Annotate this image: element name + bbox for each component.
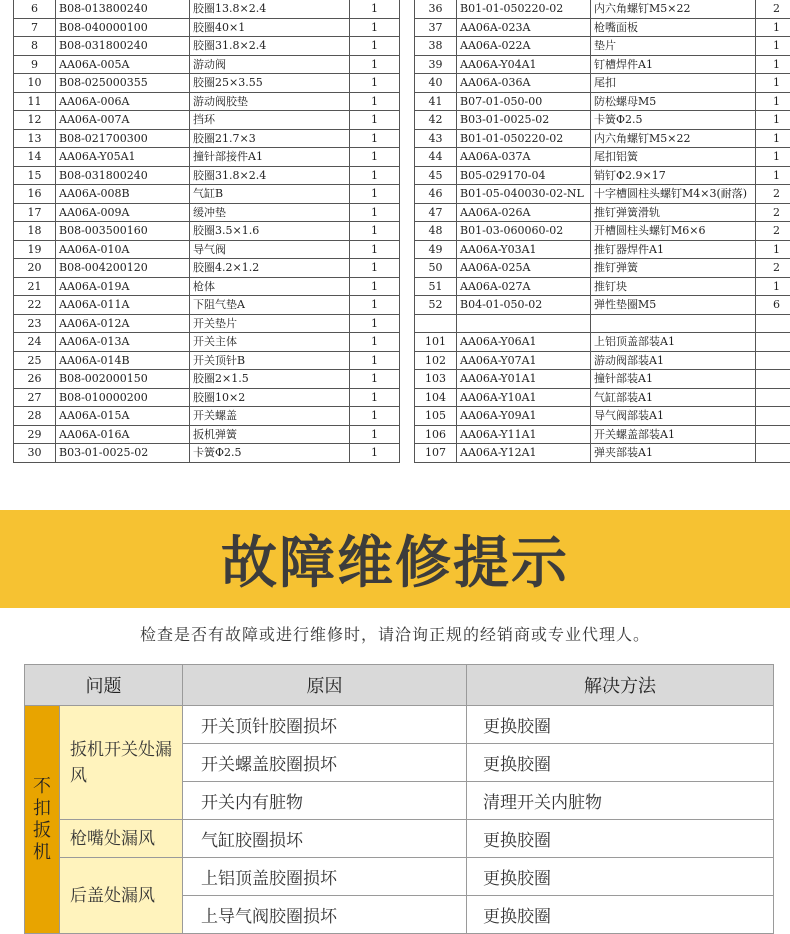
- part-qty-cell: 1: [350, 370, 400, 389]
- part-code-cell: B08-003500160: [56, 222, 190, 241]
- part-name-cell: 挡环: [190, 111, 350, 130]
- part-number-cell: 17: [14, 203, 56, 222]
- column-gap: [400, 148, 415, 167]
- part-name-cell: 开关主体: [190, 333, 350, 352]
- part-name-cell: 弹夹部装A1: [591, 444, 756, 463]
- part-number-cell: 40: [415, 74, 457, 93]
- part-number-cell: 8: [14, 37, 56, 56]
- part-code-cell: B08-031800240: [56, 166, 190, 185]
- part-code-cell: AA06A-Y09A1: [457, 407, 591, 426]
- column-gap: [400, 277, 415, 296]
- part-number-cell: 26: [14, 370, 56, 389]
- part-number-cell: 6: [14, 0, 56, 18]
- part-code-cell: B07-01-050-00: [457, 92, 591, 111]
- part-name-cell: 胶圈3.5×1.6: [190, 222, 350, 241]
- part-code-cell: AA06A-Y06A1: [457, 333, 591, 352]
- column-gap: [400, 333, 415, 352]
- part-name-cell: 钉槽焊件A1: [591, 55, 756, 74]
- part-number-cell: 7: [14, 18, 56, 37]
- part-number-cell: 39: [415, 55, 457, 74]
- part-qty-cell: 1: [350, 111, 400, 130]
- part-name-cell: 游动阀: [190, 55, 350, 74]
- table-row: [14, 351, 790, 370]
- part-qty-cell: 1: [756, 37, 790, 56]
- part-code-cell: AA06A-009A: [56, 203, 190, 222]
- part-qty-cell: 2: [756, 0, 790, 18]
- part-code-cell: AA06A-019A: [56, 277, 190, 296]
- table-row: [14, 92, 790, 111]
- part-qty-cell: 1: [756, 74, 790, 93]
- part-qty-cell: 2: [756, 185, 790, 204]
- part-number-cell: 51: [415, 277, 457, 296]
- part-code-cell: AA06A-012A: [56, 314, 190, 333]
- part-number-cell: 19: [14, 240, 56, 259]
- part-number-cell: 50: [415, 259, 457, 278]
- part-number-cell: 28: [14, 407, 56, 426]
- part-qty-cell: 2: [756, 203, 790, 222]
- part-name-cell: 扳机弹簧: [190, 425, 350, 444]
- part-number-cell: 102: [415, 351, 457, 370]
- part-code-cell: AA06A-008B: [56, 185, 190, 204]
- part-number-cell: 20: [14, 259, 56, 278]
- part-name-cell: 开关螺盖部装A1: [591, 425, 756, 444]
- part-number-cell: 45: [415, 166, 457, 185]
- part-number-cell: 105: [415, 407, 457, 426]
- part-code-cell: AA06A-016A: [56, 425, 190, 444]
- cause-cell: 上导气阀胶圈损坏: [183, 896, 467, 934]
- part-code-cell: AA06A-007A: [56, 111, 190, 130]
- table-row: [14, 111, 790, 130]
- table-row: [25, 820, 774, 858]
- part-qty-cell: [756, 314, 790, 333]
- part-number-cell: 10: [14, 74, 56, 93]
- part-qty-cell: 1: [350, 277, 400, 296]
- part-number-cell: 36: [415, 0, 457, 18]
- part-number-cell: 12: [14, 111, 56, 130]
- column-gap: [400, 296, 415, 315]
- fault-table-header: [25, 665, 774, 706]
- part-code-cell: AA06A-Y05A1: [56, 148, 190, 167]
- part-name-cell: 防松螺母M5: [591, 92, 756, 111]
- part-code-cell: AA06A-Y07A1: [457, 351, 591, 370]
- part-name-cell: 缓冲垫: [190, 203, 350, 222]
- table-row: [14, 0, 790, 18]
- part-code-cell: AA06A-010A: [56, 240, 190, 259]
- part-code-cell: AA06A-Y10A1: [457, 388, 591, 407]
- part-code-cell: AA06A-006A: [56, 92, 190, 111]
- column-gap: [400, 0, 415, 18]
- part-number-cell: 48: [415, 222, 457, 241]
- part-qty-cell: 1: [350, 185, 400, 204]
- column-gap: [400, 444, 415, 463]
- part-name-cell: [591, 314, 756, 333]
- part-code-cell: AA06A-013A: [56, 333, 190, 352]
- part-name-cell: 导气阀部装A1: [591, 407, 756, 426]
- part-name-cell: 开关螺盖: [190, 407, 350, 426]
- column-gap: [400, 222, 415, 241]
- part-name-cell: 胶圈21.7×3: [190, 129, 350, 148]
- part-code-cell: B01-05-040030-02-NL: [457, 185, 591, 204]
- issue-cell: 枪嘴处漏风: [60, 820, 183, 858]
- fault-banner: [0, 510, 790, 608]
- part-code-cell: AA06A-Y04A1: [457, 55, 591, 74]
- part-code-cell: AA06A-036A: [457, 74, 591, 93]
- part-qty-cell: 1: [756, 240, 790, 259]
- part-qty-cell: 1: [756, 166, 790, 185]
- part-name-cell: 游动阀部装A1: [591, 351, 756, 370]
- part-code-cell: AA06A-037A: [457, 148, 591, 167]
- table-row: [14, 129, 790, 148]
- table-row: [14, 18, 790, 37]
- part-name-cell: 撞针部装A1: [591, 370, 756, 389]
- part-name-cell: 推钉弹簧: [591, 259, 756, 278]
- table-row: [14, 37, 790, 56]
- fix-cell: 清理开关内脏物: [467, 782, 774, 820]
- column-gap: [400, 259, 415, 278]
- part-qty-cell: 1: [350, 55, 400, 74]
- part-qty-cell: 1: [350, 0, 400, 18]
- part-name-cell: 开槽圆柱头螺钉M6×6: [591, 222, 756, 241]
- part-code-cell: B08-025000355: [56, 74, 190, 93]
- part-number-cell: 25: [14, 351, 56, 370]
- fault-category: 不 扣 扳 机: [25, 706, 60, 934]
- part-code-cell: AA06A-015A: [56, 407, 190, 426]
- part-name-cell: 卡簧Φ2.5: [591, 111, 756, 130]
- part-qty-cell: 2: [756, 222, 790, 241]
- part-qty-cell: [756, 407, 790, 426]
- column-gap: [400, 92, 415, 111]
- part-name-cell: 胶圈10×2: [190, 388, 350, 407]
- table-row: [14, 166, 790, 185]
- part-code-cell: AA06A-014B: [56, 351, 190, 370]
- part-qty-cell: 1: [756, 18, 790, 37]
- part-code-cell: AA06A-025A: [457, 259, 591, 278]
- part-qty-cell: 1: [350, 314, 400, 333]
- part-qty-cell: 1: [350, 407, 400, 426]
- part-code-cell: B08-021700300: [56, 129, 190, 148]
- part-qty-cell: 1: [756, 148, 790, 167]
- cause-cell: 上铝顶盖胶圈损坏: [183, 858, 467, 896]
- part-qty-cell: 1: [756, 92, 790, 111]
- column-gap: [400, 240, 415, 259]
- part-qty-cell: 1: [350, 166, 400, 185]
- table-row: [14, 185, 790, 204]
- part-number-cell: 104: [415, 388, 457, 407]
- part-qty-cell: [756, 425, 790, 444]
- part-qty-cell: 1: [350, 92, 400, 111]
- cause-cell: 气缸胶圈损坏: [183, 820, 467, 858]
- part-name-cell: 十字槽圆柱头螺钉M4×3(耐落): [591, 185, 756, 204]
- part-number-cell: 103: [415, 370, 457, 389]
- part-code-cell: B08-013800240: [56, 0, 190, 18]
- table-row: [14, 333, 790, 352]
- part-number-cell: 30: [14, 444, 56, 463]
- table-row: [14, 55, 790, 74]
- table-row: [25, 858, 774, 896]
- part-qty-cell: [756, 351, 790, 370]
- part-qty-cell: 1: [756, 111, 790, 130]
- part-number-cell: 106: [415, 425, 457, 444]
- banner-title: 故障维修提示: [221, 519, 569, 599]
- column-gap: [400, 111, 415, 130]
- part-qty-cell: 1: [350, 18, 400, 37]
- part-code-cell: AA06A-027A: [457, 277, 591, 296]
- part-qty-cell: 1: [350, 259, 400, 278]
- part-code-cell: [457, 314, 591, 333]
- column-gap: [400, 37, 415, 56]
- part-qty-cell: 1: [350, 351, 400, 370]
- part-qty-cell: 1: [350, 222, 400, 241]
- part-name-cell: 推钉弹簧滑轨: [591, 203, 756, 222]
- table-row: [14, 240, 790, 259]
- part-code-cell: B05-029170-04: [457, 166, 591, 185]
- table-row: [14, 148, 790, 167]
- cause-cell: 开关螺盖胶圈损坏: [183, 744, 467, 782]
- part-qty-cell: 1: [350, 444, 400, 463]
- part-qty-cell: 1: [350, 240, 400, 259]
- part-qty-cell: 1: [350, 203, 400, 222]
- header-issue: 问题: [25, 665, 183, 706]
- part-code-cell: B08-004200120: [56, 259, 190, 278]
- part-number-cell: 21: [14, 277, 56, 296]
- column-gap: [400, 203, 415, 222]
- part-name-cell: 胶圈40×1: [190, 18, 350, 37]
- column-gap: [400, 314, 415, 333]
- part-name-cell: 撞针部接件A1: [190, 148, 350, 167]
- part-name-cell: 胶圈2×1.5: [190, 370, 350, 389]
- part-code-cell: AA06A-011A: [56, 296, 190, 315]
- part-code-cell: AA06A-022A: [457, 37, 591, 56]
- part-number-cell: 49: [415, 240, 457, 259]
- part-name-cell: 开关顶针B: [190, 351, 350, 370]
- header-fix: 解决方法: [467, 665, 774, 706]
- part-name-cell: 卡簧Φ2.5: [190, 444, 350, 463]
- part-number-cell: 14: [14, 148, 56, 167]
- column-gap: [400, 185, 415, 204]
- part-number-cell: 42: [415, 111, 457, 130]
- part-code-cell: B01-01-050220-02: [457, 129, 591, 148]
- part-number-cell: 47: [415, 203, 457, 222]
- part-number-cell: 29: [14, 425, 56, 444]
- table-row: [14, 370, 790, 389]
- part-number-cell: 23: [14, 314, 56, 333]
- part-code-cell: AA06A-Y11A1: [457, 425, 591, 444]
- part-name-cell: 内六角螺钉M5×22: [591, 129, 756, 148]
- fix-cell: 更换胶圈: [467, 706, 774, 744]
- part-name-cell: 尾扣: [591, 74, 756, 93]
- part-qty-cell: 1: [756, 277, 790, 296]
- table-row: [14, 407, 790, 426]
- part-code-cell: B04-01-050-02: [457, 296, 591, 315]
- part-name-cell: 销钉Φ2.9×17: [591, 166, 756, 185]
- column-gap: [400, 370, 415, 389]
- part-name-cell: 尾扣铝簧: [591, 148, 756, 167]
- part-code-cell: AA06A-005A: [56, 55, 190, 74]
- part-number-cell: 107: [415, 444, 457, 463]
- part-name-cell: 导气阀: [190, 240, 350, 259]
- column-gap: [400, 166, 415, 185]
- table-row: [14, 444, 790, 463]
- column-gap: [400, 129, 415, 148]
- part-number-cell: 52: [415, 296, 457, 315]
- table-row: [14, 74, 790, 93]
- part-name-cell: 下阻气垫A: [190, 296, 350, 315]
- part-qty-cell: 1: [756, 129, 790, 148]
- issue-cell: 后盖处漏风: [60, 858, 183, 934]
- part-number-cell: 37: [415, 18, 457, 37]
- column-gap: [400, 55, 415, 74]
- part-qty-cell: 1: [350, 74, 400, 93]
- part-number-cell: 41: [415, 92, 457, 111]
- part-name-cell: 弹性垫圈M5: [591, 296, 756, 315]
- fix-cell: 更换胶圈: [467, 744, 774, 782]
- part-code-cell: AA06A-026A: [457, 203, 591, 222]
- part-name-cell: 胶圈25×3.55: [190, 74, 350, 93]
- table-row: [25, 706, 774, 744]
- part-code-cell: B01-03-060060-02: [457, 222, 591, 241]
- part-code-cell: AA06A-Y12A1: [457, 444, 591, 463]
- part-number-cell: 9: [14, 55, 56, 74]
- part-code-cell: AA06A-Y03A1: [457, 240, 591, 259]
- part-number-cell: 101: [415, 333, 457, 352]
- part-name-cell: 胶圈31.8×2.4: [190, 166, 350, 185]
- service-notice: 检查是否有故障或进行维修时，请洽询正规的经销商或专业代理人。: [0, 622, 790, 645]
- part-number-cell: 11: [14, 92, 56, 111]
- part-number-cell: 43: [415, 129, 457, 148]
- column-gap: [400, 18, 415, 37]
- table-row: [14, 425, 790, 444]
- part-qty-cell: 1: [350, 129, 400, 148]
- part-code-cell: B03-01-0025-02: [56, 444, 190, 463]
- parts-list-table: [13, 0, 790, 463]
- part-qty-cell: 1: [756, 55, 790, 74]
- issue-cell: 扳机开关处漏风: [60, 706, 183, 820]
- part-name-cell: 胶圈4.2×1.2: [190, 259, 350, 278]
- part-name-cell: 胶圈13.8×2.4: [190, 0, 350, 18]
- part-number-cell: 15: [14, 166, 56, 185]
- part-qty-cell: [756, 388, 790, 407]
- part-code-cell: B08-031800240: [56, 37, 190, 56]
- part-name-cell: 气缸B: [190, 185, 350, 204]
- part-code-cell: AA06A-023A: [457, 18, 591, 37]
- part-code-cell: B08-010000200: [56, 388, 190, 407]
- part-number-cell: 16: [14, 185, 56, 204]
- table-row: [14, 222, 790, 241]
- part-number-cell: 27: [14, 388, 56, 407]
- part-name-cell: 胶圈31.8×2.4: [190, 37, 350, 56]
- table-row: [14, 388, 790, 407]
- part-qty-cell: 6: [756, 296, 790, 315]
- part-code-cell: B08-040000100: [56, 18, 190, 37]
- part-name-cell: 气缸部装A1: [591, 388, 756, 407]
- part-qty-cell: [756, 333, 790, 352]
- part-qty-cell: 1: [350, 296, 400, 315]
- part-number-cell: 13: [14, 129, 56, 148]
- cause-cell: 开关内有脏物: [183, 782, 467, 820]
- part-name-cell: 上铝顶盖部装A1: [591, 333, 756, 352]
- part-qty-cell: [756, 370, 790, 389]
- part-name-cell: 枪体: [190, 277, 350, 296]
- part-number-cell: 46: [415, 185, 457, 204]
- part-number-cell: 24: [14, 333, 56, 352]
- part-code-cell: B08-002000150: [56, 370, 190, 389]
- part-name-cell: 垫片: [591, 37, 756, 56]
- cause-cell: 开关顶针胶圈损坏: [183, 706, 467, 744]
- fault-table: [24, 664, 774, 934]
- part-name-cell: 推钉器焊件A1: [591, 240, 756, 259]
- part-name-cell: 游动阀胶垫: [190, 92, 350, 111]
- column-gap: [400, 74, 415, 93]
- fix-cell: 更换胶圈: [467, 858, 774, 896]
- part-number-cell: 38: [415, 37, 457, 56]
- part-number-cell: 22: [14, 296, 56, 315]
- part-number-cell: 18: [14, 222, 56, 241]
- part-code-cell: B03-01-0025-02: [457, 111, 591, 130]
- header-cause: 原因: [183, 665, 467, 706]
- part-qty-cell: 2: [756, 259, 790, 278]
- part-name-cell: 枪嘴面板: [591, 18, 756, 37]
- table-row: [14, 277, 790, 296]
- part-qty-cell: 1: [350, 333, 400, 352]
- part-code-cell: AA06A-Y01A1: [457, 370, 591, 389]
- part-number-cell: [415, 314, 457, 333]
- table-row: [14, 314, 790, 333]
- table-row: [14, 259, 790, 278]
- fix-cell: 更换胶圈: [467, 820, 774, 858]
- column-gap: [400, 425, 415, 444]
- part-name-cell: 开关垫片: [190, 314, 350, 333]
- fix-cell: 更换胶圈: [467, 896, 774, 934]
- part-name-cell: 内六角螺钉M5×22: [591, 0, 756, 18]
- part-name-cell: 推钉块: [591, 277, 756, 296]
- part-qty-cell: 1: [350, 37, 400, 56]
- part-number-cell: 44: [415, 148, 457, 167]
- column-gap: [400, 351, 415, 370]
- table-row: [14, 203, 790, 222]
- part-qty-cell: 1: [350, 388, 400, 407]
- part-qty-cell: [756, 444, 790, 463]
- column-gap: [400, 388, 415, 407]
- column-gap: [400, 407, 415, 426]
- part-qty-cell: 1: [350, 425, 400, 444]
- part-qty-cell: 1: [350, 148, 400, 167]
- table-row: [14, 296, 790, 315]
- part-code-cell: B01-01-050220-02: [457, 0, 591, 18]
